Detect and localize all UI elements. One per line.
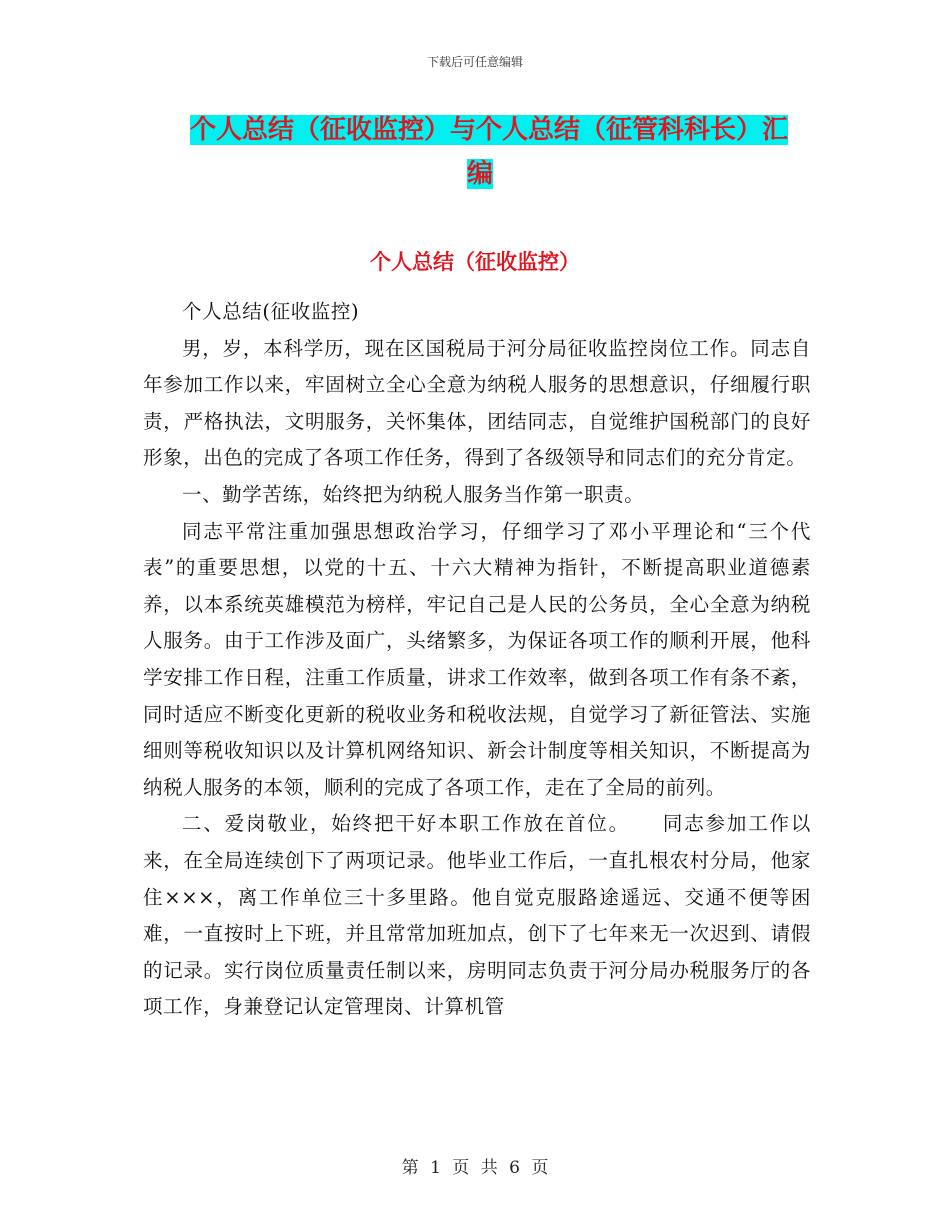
document-body bbox=[143, 294, 811, 1026]
paragraph-heading-2: 二、爱岗敬业，始终把干好本职工作放在首位。 同志参加工作以来，在全局连续创下了两项记录。他毕业工作后，一直扎根农村分局，他家住×××，离工作单位三十多里路。他自觉克服路途遥远、交通不便等困难，一直按时上下班，并且常常加班加点，创下了七年来无一次迟到、请假的记录。实行岗位质量责任制以来，房明同志负责于河分局办税服务厅的各项工作，身兼登记认定管理岗、计算机管 bbox=[143, 812, 811, 1019]
page-footer: 第 1 页 共 6 页 bbox=[401, 1158, 549, 1178]
document-title-line1: 个人总结（征收监控）与个人总结（征管科科长）汇 bbox=[190, 115, 789, 145]
paragraph-heading-1: 一、勤学苦练，始终把为纳税人服务当作第一职责。 bbox=[182, 482, 645, 506]
header-note: 下载后可任意编辑 bbox=[426, 55, 523, 69]
document-title-line2: 编 bbox=[466, 159, 493, 189]
section-title: 个人总结（征收监控） bbox=[370, 249, 580, 274]
document-title bbox=[190, 108, 810, 196]
paragraph-intro: 男，岁，本科学历，现在区国税局于河分局征收监控岗位工作。同志自年参加工作以来，牢固树立全心全意为纳税人服务的思想意识，仔细履行职责，严格执法，文明服务，关怀集体，团结同志，自觉维护国税部门的良好形象，出色的完成了各项工作任务，得到了各级领导和同志们的充分肯定。 bbox=[143, 336, 811, 470]
paragraph-subtitle: 个人总结(征收监控) bbox=[182, 300, 360, 323]
paragraph-study: 同志平常注重加强思想政治学习，仔细学习了邓小平理论和“三个代表”的重要思想，以党的十五、十六大精神为指针，不断提高职业道德素养，以本系统英雄模范为榜样，牢记自己是人民的公务员，全心全意为纳税人服务。由于工作涉及面广，头绪繁多，为保证各项工作的顺利开展，他科学安排工作日程，注重工作质量，讲求工作效率，做到各项工作有条不紊，同时适应不断变化更新的税收业务和税收法规，自觉学习了新征管法、实施细则等税收知识以及计算机网络知识、新会计制度等相关知识，不断提高为纳税人服务的本领，顺利的完成了各项工作，走在了全局的前列。 bbox=[143, 519, 811, 799]
